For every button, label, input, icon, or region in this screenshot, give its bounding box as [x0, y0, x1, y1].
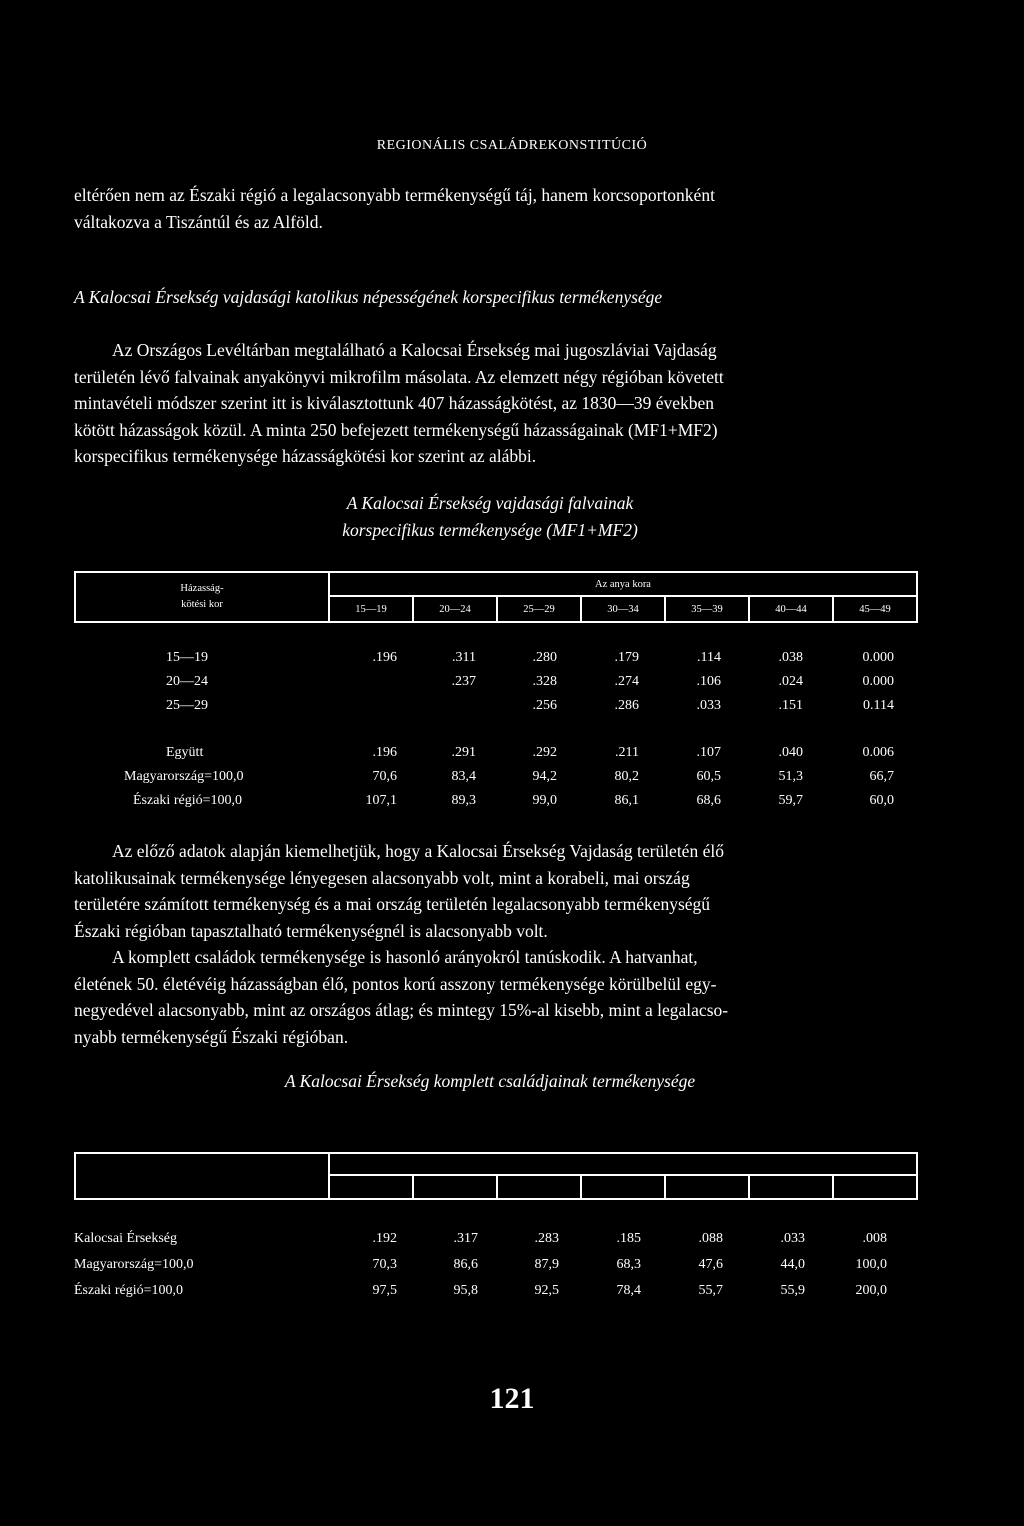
table-cell: .151: [778, 698, 803, 713]
table-cell: .291: [451, 745, 476, 760]
table-cell: 0.114: [863, 698, 894, 713]
column-header: 40—44: [749, 596, 833, 622]
table-cell: .280: [532, 650, 557, 665]
text-line: A komplett családok termékenysége is hasonló arányokról tanúskodik. A hatvanhat,: [112, 947, 698, 967]
table-cell: 70,6: [372, 769, 397, 784]
table-cell: .256: [532, 698, 557, 713]
section-title: A Kalocsai Érsekség vajdasági katolikus népességének korspecifikus termékenysége: [74, 287, 663, 307]
table-cell: .292: [532, 745, 557, 760]
table-cell: .033: [780, 1231, 805, 1246]
table-cell: 68,6: [696, 793, 721, 808]
table-cell: .286: [614, 698, 639, 713]
table-cell: .106: [696, 674, 721, 689]
text-line: területén lévő falvainak anyakönyvi mikrofilm másolata. Az elemzett négy régióban követett: [74, 366, 724, 387]
row-label: Északi régió=100,0: [74, 1283, 183, 1298]
row-label: Magyarország=100,0: [124, 769, 244, 784]
page-number: 121: [489, 1382, 535, 1415]
column-header: 15—19: [329, 596, 413, 622]
text-line: Az Országos Levéltárban megtalálható a Kalocsai Érsekség mai jugoszláviai Vajdaság: [112, 340, 717, 360]
table-cell: 55,7: [698, 1283, 723, 1298]
text-line: korspecifikus termékenysége házasságkötési kor szerint az alábbi.: [74, 446, 537, 466]
table-cell: 44,0: [780, 1257, 805, 1272]
table-cell: 55,9: [780, 1283, 805, 1298]
table-cell: 92,5: [534, 1283, 559, 1298]
row-label: Együtt: [166, 745, 204, 760]
table-cell: 68,3: [616, 1257, 641, 1272]
text-line: területére számított termékenység és a mai ország területén legalacsonyabb termékenységű: [74, 894, 711, 914]
row-header-line: Házasság-: [180, 583, 224, 594]
table-cell: .283: [534, 1231, 559, 1246]
table-cell: 47,6: [698, 1257, 723, 1272]
table-cell: 60,0: [869, 793, 894, 808]
table-cell: 89,3: [451, 793, 476, 808]
table-cell: .114: [697, 650, 721, 665]
text-line: mintavételi módszer szerint itt is kiválasztottunk 407 házasságkötést, az 1830—39 években: [74, 393, 715, 413]
table-cell: .317: [453, 1231, 478, 1246]
table-cell: .185: [616, 1231, 641, 1246]
row-label: 15—19: [166, 650, 208, 665]
table1-title-line: A Kalocsai Érsekség vajdasági falvainak: [346, 493, 634, 513]
table-cell: .274: [614, 674, 639, 689]
table-cell: 0.000: [862, 674, 894, 689]
row-label: 20—24: [166, 674, 208, 689]
table-cell: .088: [698, 1231, 723, 1246]
table-cell: 86,1: [614, 793, 639, 808]
table-cell: 87,9: [534, 1257, 559, 1272]
text-line: Északi régióban tapasztalható termékenységnél is alacsonyabb volt.: [74, 920, 548, 941]
table1-title-line: korspecifikus termékenysége (MF1+MF2): [342, 520, 638, 540]
row-label: Északi régió=100,0: [133, 793, 242, 808]
table-cell: 99,0: [532, 793, 557, 808]
table-cell: .033: [696, 698, 721, 713]
text-line: eltérően nem az Északi régió a legalacsonyabb termékenységű táj, hanem korcsoportonként: [74, 185, 715, 205]
text-line: kötött házasságok közül. A minta 250 befejezett termékenységű házasságainak (MF1+MF2): [74, 419, 718, 440]
table-cell: 83,4: [451, 769, 476, 784]
row-header-line: kötési kor: [181, 599, 223, 610]
text-line: életének 50. életévéig házasságban élő, pontos korú asszony termékenysége körülbelül egy-: [74, 973, 717, 994]
table-cell: .040: [778, 745, 803, 760]
running-header: REGIONÁLIS CSALÁDREKONSTITÚCIÓ: [376, 138, 648, 153]
row-label: 25—29: [166, 698, 208, 713]
column-header: 45—49: [833, 596, 917, 622]
column-header: 30—34: [581, 596, 665, 622]
table-cell: 0.000: [862, 650, 894, 665]
table-cell: .008: [862, 1231, 887, 1246]
table-cell: 95,8: [453, 1283, 478, 1298]
table-cell: 59,7: [778, 793, 803, 808]
text-line: Az előző adatok alapján kiemelhetjük, hogy a Kalocsai Érsekség Vajdaság területén élő: [112, 841, 724, 861]
table2-title: A Kalocsai Érsekség komplett családjainak termékenysége: [284, 1071, 696, 1091]
table-cell: .179: [614, 650, 639, 665]
text-line: váltakozva a Tiszántúl és az Alföld.: [74, 211, 323, 232]
table-cell: .311: [452, 650, 476, 665]
table-cell: 66,7: [869, 769, 894, 784]
group-header: Az anya kora: [329, 572, 917, 596]
table-cell: 86,6: [453, 1257, 478, 1272]
table-cell: 78,4: [616, 1283, 641, 1298]
table-cell: .107: [696, 745, 721, 760]
text-line: negyedével alacsonyabb, mint az országos átlag; és mintegy 15%-al kisebb, mint a legalacso-: [74, 1000, 729, 1020]
table-cell: .024: [778, 674, 803, 689]
row-label: Magyarország=100,0: [74, 1257, 194, 1272]
table-cell: .196: [372, 650, 397, 665]
text-line: nyabb termékenységű Északi régióban.: [74, 1026, 349, 1047]
table-cell: .196: [372, 745, 397, 760]
column-header: 25—29: [497, 596, 581, 622]
table-cell: .328: [532, 674, 557, 689]
table-cell: .192: [372, 1231, 397, 1246]
table-cell: 80,2: [614, 769, 639, 784]
table-cell: 60,5: [696, 769, 721, 784]
table-cell: 200,0: [855, 1283, 887, 1298]
table-cell: .211: [615, 745, 639, 760]
table-cell: .038: [778, 650, 803, 665]
column-header: 20—24: [413, 596, 497, 622]
table-cell: 100,0: [855, 1257, 887, 1272]
table-cell: .237: [451, 674, 476, 689]
text-line: katolikusainak termékenysége lényegesen alacsonyabb volt, mint a korabeli, mai ország: [74, 867, 690, 888]
row-label: Kalocsai Érsekség: [74, 1231, 178, 1246]
table-cell: 107,1: [365, 793, 397, 808]
column-header: 35—39: [665, 596, 749, 622]
table-cell: 94,2: [532, 769, 557, 784]
table-cell: 0.006: [862, 745, 894, 760]
table-cell: 97,5: [372, 1283, 397, 1298]
table-cell: 70,3: [372, 1257, 397, 1272]
table-cell: 51,3: [778, 769, 803, 784]
